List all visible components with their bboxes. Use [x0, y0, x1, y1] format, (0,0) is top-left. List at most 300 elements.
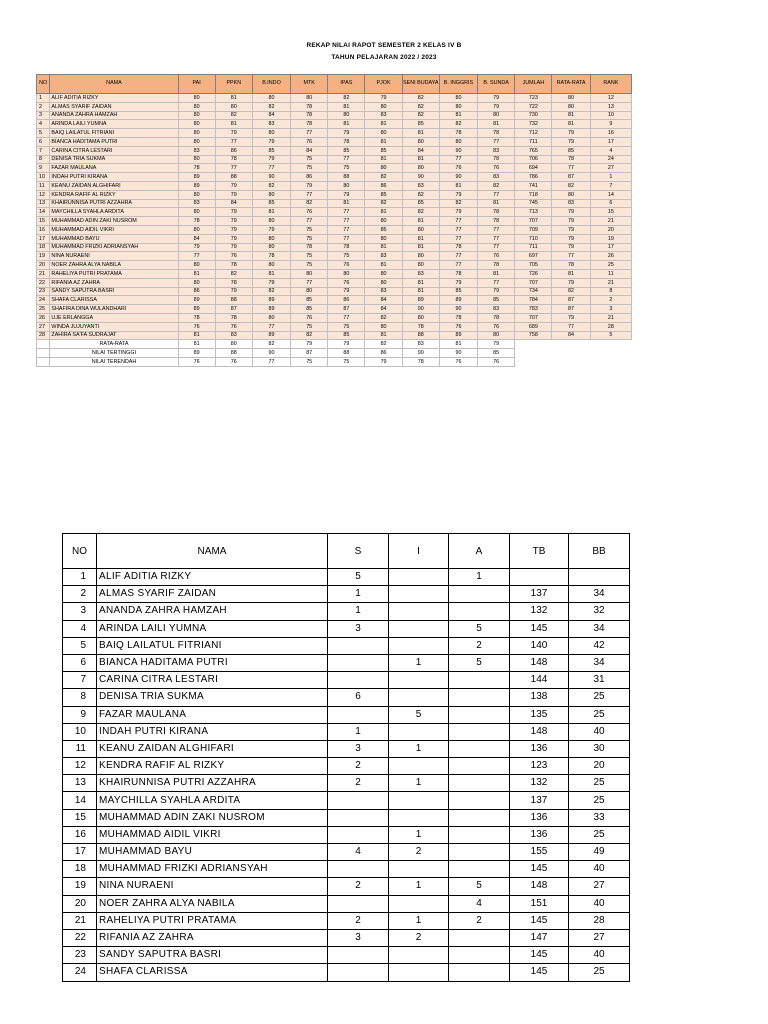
- table-cell: 78: [215, 155, 252, 164]
- table-cell: 82: [402, 190, 439, 199]
- table-cell: 77: [552, 164, 590, 173]
- table-cell: 79: [439, 278, 477, 287]
- table-cell: 77: [215, 137, 252, 146]
- table-cell: [449, 758, 510, 775]
- table-cell: 81: [365, 243, 402, 252]
- table-row: [63, 637, 630, 654]
- table-cell: 80: [252, 261, 290, 270]
- table-cell: 81: [252, 269, 290, 278]
- table-cell: [328, 637, 389, 654]
- table-cell: 84: [178, 234, 215, 243]
- table-cell: 33: [569, 809, 630, 826]
- table-cell: 77: [328, 208, 365, 217]
- table-cell: 80: [252, 129, 290, 138]
- table-cell: [328, 964, 389, 981]
- summary-value: 76: [439, 357, 477, 366]
- table-cell: [389, 895, 449, 912]
- table-cell: 82: [365, 313, 402, 322]
- table-cell: 155: [510, 844, 569, 861]
- table-cell: 81: [478, 269, 515, 278]
- student-name: SANDY SAPUTRA BASRI: [50, 287, 178, 296]
- student-name: ALMAS SYARIF ZAIDAN: [97, 586, 328, 603]
- summary-value: 79: [478, 340, 515, 349]
- table-row: [63, 929, 630, 946]
- table-cell: 79: [328, 129, 365, 138]
- table-cell: 85: [291, 305, 328, 314]
- student-name: ZAHIRA SA'FA SUDRAJAT: [50, 331, 178, 340]
- table-cell: 89: [252, 305, 290, 314]
- table-cell: 2: [590, 296, 631, 305]
- student-name: KENDRA RAFIF AL RIZKY: [97, 758, 328, 775]
- table-cell: [449, 844, 510, 861]
- table-cell: 85: [552, 146, 590, 155]
- table-cell: 77: [328, 313, 365, 322]
- summary-value: 90: [252, 349, 290, 358]
- table-cell: 8: [590, 287, 631, 296]
- table-row: [63, 792, 630, 809]
- table-cell: 3: [37, 111, 50, 120]
- table-cell: 83: [365, 111, 402, 120]
- table-cell: 82: [552, 181, 590, 190]
- table-cell: 83: [478, 146, 515, 155]
- student-name: BAIQ LAILATUL FITRIANI: [50, 129, 178, 138]
- column-header: NO: [63, 534, 97, 569]
- table-cell: 82: [365, 199, 402, 208]
- table-cell: 85: [402, 199, 439, 208]
- table-cell: 83: [365, 252, 402, 261]
- table-cell: 85: [252, 199, 290, 208]
- table-cell: 19: [590, 234, 631, 243]
- table-cell: 80: [439, 94, 477, 103]
- table-cell: 2: [37, 102, 50, 111]
- table-row: [37, 173, 632, 182]
- table-cell: 89: [402, 296, 439, 305]
- table-cell: [389, 964, 449, 981]
- table-row: [63, 826, 630, 843]
- table-row: [63, 740, 630, 757]
- student-name: SHAFA CLARISSA: [97, 964, 328, 981]
- student-name: KEANU ZAIDAN ALGHIFARI: [97, 740, 328, 757]
- column-header: S: [328, 534, 389, 569]
- table-cell: 83: [178, 146, 215, 155]
- table-cell: 78: [439, 313, 477, 322]
- table-cell: 77: [439, 225, 477, 234]
- table-cell: 83: [252, 120, 290, 129]
- table-cell: 34: [569, 654, 630, 671]
- table-cell: 90: [439, 173, 477, 182]
- table-cell: 78: [439, 269, 477, 278]
- table-row: [63, 569, 630, 586]
- student-name: BIANCA HADITAMA PUTRI: [97, 654, 328, 671]
- table-cell: 148: [510, 723, 569, 740]
- table-cell: 17: [37, 234, 50, 243]
- table-cell: 79: [215, 217, 252, 226]
- table-cell: 81: [402, 278, 439, 287]
- table-cell: 5: [590, 331, 631, 340]
- student-name: DENISA TRIA SUKMA: [97, 689, 328, 706]
- table-cell: 76: [291, 313, 328, 322]
- table-cell: 23: [37, 287, 50, 296]
- table-row: [37, 252, 632, 261]
- table-cell: 78: [178, 313, 215, 322]
- table-cell: 79: [552, 243, 590, 252]
- table-cell: 1: [328, 603, 389, 620]
- table-row: [37, 137, 632, 146]
- student-name: RAHELIYA PUTRI PRATAMA: [50, 269, 178, 278]
- table-cell: 77: [478, 278, 515, 287]
- empty-cell: [552, 349, 590, 358]
- table-cell: 24: [37, 296, 50, 305]
- table-cell: 80: [328, 181, 365, 190]
- table-cell: 1: [389, 775, 449, 792]
- table-cell: 17: [63, 844, 97, 861]
- table-cell: [328, 792, 389, 809]
- table-cell: 758: [515, 331, 552, 340]
- table-cell: [449, 603, 510, 620]
- table-cell: 80: [439, 137, 477, 146]
- table-cell: 3: [63, 603, 97, 620]
- table-cell: 78: [552, 261, 590, 270]
- table-cell: 79: [478, 287, 515, 296]
- table-cell: 132: [510, 603, 569, 620]
- table-cell: 90: [252, 173, 290, 182]
- table-cell: 79: [552, 137, 590, 146]
- summary-value: 86: [365, 349, 402, 358]
- table-cell: 79: [215, 287, 252, 296]
- table-cell: 81: [328, 120, 365, 129]
- table-cell: 80: [252, 234, 290, 243]
- table-cell: 80: [252, 313, 290, 322]
- table-cell: 82: [402, 111, 439, 120]
- table-cell: 145: [510, 861, 569, 878]
- table-row: [37, 225, 632, 234]
- table-cell: [37, 349, 50, 358]
- table-cell: 11: [63, 740, 97, 757]
- table-cell: 1: [449, 569, 510, 586]
- table-row: [37, 181, 632, 190]
- table-cell: 12: [63, 758, 97, 775]
- table-cell: 82: [291, 199, 328, 208]
- table-cell: 85: [365, 225, 402, 234]
- table-cell: 40: [569, 895, 630, 912]
- table-cell: 90: [439, 146, 477, 155]
- grades-header-row: [37, 75, 632, 94]
- table-cell: 137: [510, 792, 569, 809]
- table-cell: 79: [478, 102, 515, 111]
- table-row: [37, 120, 632, 129]
- table-cell: 20: [569, 758, 630, 775]
- table-cell: 79: [252, 137, 290, 146]
- column-header: B.INDO: [252, 75, 290, 94]
- table-cell: 86: [291, 173, 328, 182]
- table-cell: 82: [252, 181, 290, 190]
- table-cell: 82: [252, 102, 290, 111]
- table-cell: 81: [439, 111, 477, 120]
- student-name: WINDA JUJUYANTI: [50, 322, 178, 331]
- table-row: [63, 620, 630, 637]
- table-row: [63, 947, 630, 964]
- empty-cell: [515, 340, 552, 349]
- table-cell: 27: [569, 878, 630, 895]
- table-cell: 86: [215, 146, 252, 155]
- table-cell: 84: [365, 296, 402, 305]
- student-name: CARINA CITRA LESTARI: [50, 146, 178, 155]
- table-cell: 75: [291, 252, 328, 261]
- table-cell: 78: [478, 261, 515, 270]
- table-cell: 79: [328, 287, 365, 296]
- table-cell: 77: [291, 278, 328, 287]
- table-cell: 75: [291, 322, 328, 331]
- table-cell: 80: [552, 94, 590, 103]
- summary-value: 76: [478, 357, 515, 366]
- table-row: [63, 895, 630, 912]
- table-cell: 77: [215, 164, 252, 173]
- table-cell: [328, 895, 389, 912]
- column-header: B. INGGRIS: [439, 75, 477, 94]
- summary-value: 83: [402, 340, 439, 349]
- summary-value: 90: [402, 349, 439, 358]
- table-cell: 13: [590, 102, 631, 111]
- table-cell: 1: [590, 173, 631, 182]
- table-cell: [449, 861, 510, 878]
- table-cell: 76: [215, 252, 252, 261]
- table-cell: 81: [252, 208, 290, 217]
- table-cell: 5: [449, 878, 510, 895]
- student-name: MAYCHILLA SYAHLA ARDITA: [97, 792, 328, 809]
- table-row: [63, 758, 630, 775]
- table-cell: 15: [37, 217, 50, 226]
- table-cell: 77: [328, 155, 365, 164]
- table-cell: 76: [291, 208, 328, 217]
- table-cell: 80: [365, 234, 402, 243]
- table-cell: 80: [291, 94, 328, 103]
- table-cell: 78: [478, 313, 515, 322]
- table-cell: 77: [439, 252, 477, 261]
- table-cell: 81: [365, 137, 402, 146]
- table-cell: 25: [569, 689, 630, 706]
- table-cell: [389, 569, 449, 586]
- empty-cell: [552, 340, 590, 349]
- table-cell: 78: [178, 164, 215, 173]
- table-cell: 81: [478, 199, 515, 208]
- table-cell: 147: [510, 929, 569, 946]
- table-cell: 87: [552, 296, 590, 305]
- table-cell: 80: [215, 102, 252, 111]
- table-cell: 82: [402, 102, 439, 111]
- table-row: [37, 287, 632, 296]
- table-cell: 86: [328, 296, 365, 305]
- table-cell: 81: [402, 217, 439, 226]
- report-title: REKAP NILAI RAPOT SEMESTER 2 KELAS IV B: [306, 42, 462, 49]
- table-cell: 78: [478, 129, 515, 138]
- table-cell: 80: [402, 137, 439, 146]
- student-name: SANDY SAPUTRA BASRI: [97, 947, 328, 964]
- table-cell: 15: [63, 809, 97, 826]
- table-cell: 80: [252, 217, 290, 226]
- table-cell: 25: [569, 826, 630, 843]
- table-cell: 83: [178, 199, 215, 208]
- table-cell: 10: [63, 723, 97, 740]
- attendance-header-row: [63, 534, 630, 569]
- table-cell: 8: [63, 689, 97, 706]
- table-cell: 80: [365, 217, 402, 226]
- table-cell: 88: [402, 331, 439, 340]
- table-cell: 1: [389, 878, 449, 895]
- table-cell: 16: [590, 129, 631, 138]
- table-cell: 90: [402, 173, 439, 182]
- table-cell: 7: [63, 672, 97, 689]
- table-cell: 77: [178, 252, 215, 261]
- table-cell: [449, 775, 510, 792]
- table-cell: 49: [569, 844, 630, 861]
- table-cell: 89: [178, 296, 215, 305]
- summary-value: 85: [478, 349, 515, 358]
- table-cell: 25: [569, 792, 630, 809]
- grades-table: [36, 74, 632, 367]
- summary-row: [37, 357, 632, 366]
- table-cell: 80: [178, 261, 215, 270]
- table-cell: 27: [569, 929, 630, 946]
- student-name: FAZAR MAULANA: [97, 706, 328, 723]
- table-cell: 13: [63, 775, 97, 792]
- table-cell: 76: [291, 137, 328, 146]
- table-cell: 21: [590, 217, 631, 226]
- table-cell: 79: [215, 190, 252, 199]
- table-row: [37, 102, 632, 111]
- table-row: [37, 243, 632, 252]
- table-cell: 12: [37, 190, 50, 199]
- table-cell: 75: [328, 164, 365, 173]
- student-name: BIANCA HADITAMA PUTRI: [50, 137, 178, 146]
- summary-row: [37, 349, 632, 358]
- table-cell: 77: [478, 234, 515, 243]
- student-name: NINA NURAENI: [50, 252, 178, 261]
- table-cell: 89: [439, 296, 477, 305]
- table-cell: 79: [252, 278, 290, 287]
- table-cell: 77: [439, 234, 477, 243]
- table-cell: 31: [569, 672, 630, 689]
- table-cell: 76: [215, 322, 252, 331]
- table-cell: 4: [63, 620, 97, 637]
- column-header: BB: [569, 534, 630, 569]
- table-cell: 722: [515, 102, 552, 111]
- table-cell: 140: [510, 637, 569, 654]
- table-cell: 148: [510, 654, 569, 671]
- table-cell: 85: [402, 120, 439, 129]
- table-cell: 80: [291, 287, 328, 296]
- table-cell: 1: [389, 826, 449, 843]
- table-cell: 707: [515, 313, 552, 322]
- table-cell: 26: [37, 313, 50, 322]
- table-cell: 87: [552, 173, 590, 182]
- empty-cell: [515, 357, 552, 366]
- empty-cell: [552, 357, 590, 366]
- table-cell: 7: [590, 181, 631, 190]
- table-cell: 80: [402, 164, 439, 173]
- student-name: MUHAMMAD ADIN ZAKI NUSROM: [50, 217, 178, 226]
- table-cell: 4: [37, 120, 50, 129]
- table-cell: [389, 947, 449, 964]
- table-cell: 90: [402, 305, 439, 314]
- table-cell: 17: [590, 243, 631, 252]
- table-cell: 78: [215, 278, 252, 287]
- table-cell: 79: [252, 155, 290, 164]
- table-cell: 7: [37, 146, 50, 155]
- summary-value: 79: [291, 340, 328, 349]
- table-cell: 136: [510, 809, 569, 826]
- table-row: [63, 723, 630, 740]
- table-row: [37, 208, 632, 217]
- summary-value: 82: [365, 340, 402, 349]
- table-cell: 40: [569, 947, 630, 964]
- table-cell: 20: [37, 261, 50, 270]
- summary-value: 76: [178, 357, 215, 366]
- table-cell: 82: [215, 269, 252, 278]
- student-name: MUHAMMAD BAYU: [50, 234, 178, 243]
- table-cell: 84: [552, 331, 590, 340]
- table-cell: 730: [515, 111, 552, 120]
- table-cell: 81: [402, 287, 439, 296]
- table-cell: 21: [37, 269, 50, 278]
- table-cell: 80: [552, 190, 590, 199]
- table-cell: 26: [590, 252, 631, 261]
- table-cell: [389, 861, 449, 878]
- table-cell: 79: [215, 234, 252, 243]
- table-cell: 83: [365, 287, 402, 296]
- table-cell: 79: [291, 181, 328, 190]
- table-cell: 80: [178, 208, 215, 217]
- table-cell: 89: [178, 173, 215, 182]
- table-row: [37, 296, 632, 305]
- table-cell: 80: [178, 102, 215, 111]
- empty-cell: [590, 349, 631, 358]
- table-cell: 81: [402, 243, 439, 252]
- column-header: I: [389, 534, 449, 569]
- table-cell: 22: [63, 929, 97, 946]
- summary-value: 76: [215, 357, 252, 366]
- student-name: MAYCHILLA SYAHLA ARDITA: [50, 208, 178, 217]
- summary-value: 77: [252, 357, 290, 366]
- table-cell: 76: [439, 322, 477, 331]
- table-cell: 30: [569, 740, 630, 757]
- summary-value: 89: [178, 349, 215, 358]
- table-cell: 79: [552, 234, 590, 243]
- table-cell: 80: [178, 120, 215, 129]
- table-cell: 713: [515, 208, 552, 217]
- table-cell: [389, 586, 449, 603]
- column-header: B. SUNDA: [478, 75, 515, 94]
- table-cell: 80: [365, 129, 402, 138]
- table-cell: 14: [37, 208, 50, 217]
- table-cell: 19: [37, 252, 50, 261]
- table-cell: 18: [63, 861, 97, 878]
- table-cell: 82: [328, 94, 365, 103]
- table-cell: 136: [510, 826, 569, 843]
- table-cell: 22: [37, 278, 50, 287]
- table-cell: 78: [215, 261, 252, 270]
- table-row: [63, 878, 630, 895]
- column-header: A: [449, 534, 510, 569]
- table-cell: 79: [252, 225, 290, 234]
- empty-cell: [590, 357, 631, 366]
- table-cell: 765: [515, 146, 552, 155]
- table-row: [37, 129, 632, 138]
- table-cell: [449, 740, 510, 757]
- table-cell: 75: [291, 225, 328, 234]
- table-cell: 77: [291, 217, 328, 226]
- summary-row: [37, 340, 632, 349]
- table-cell: 78: [439, 243, 477, 252]
